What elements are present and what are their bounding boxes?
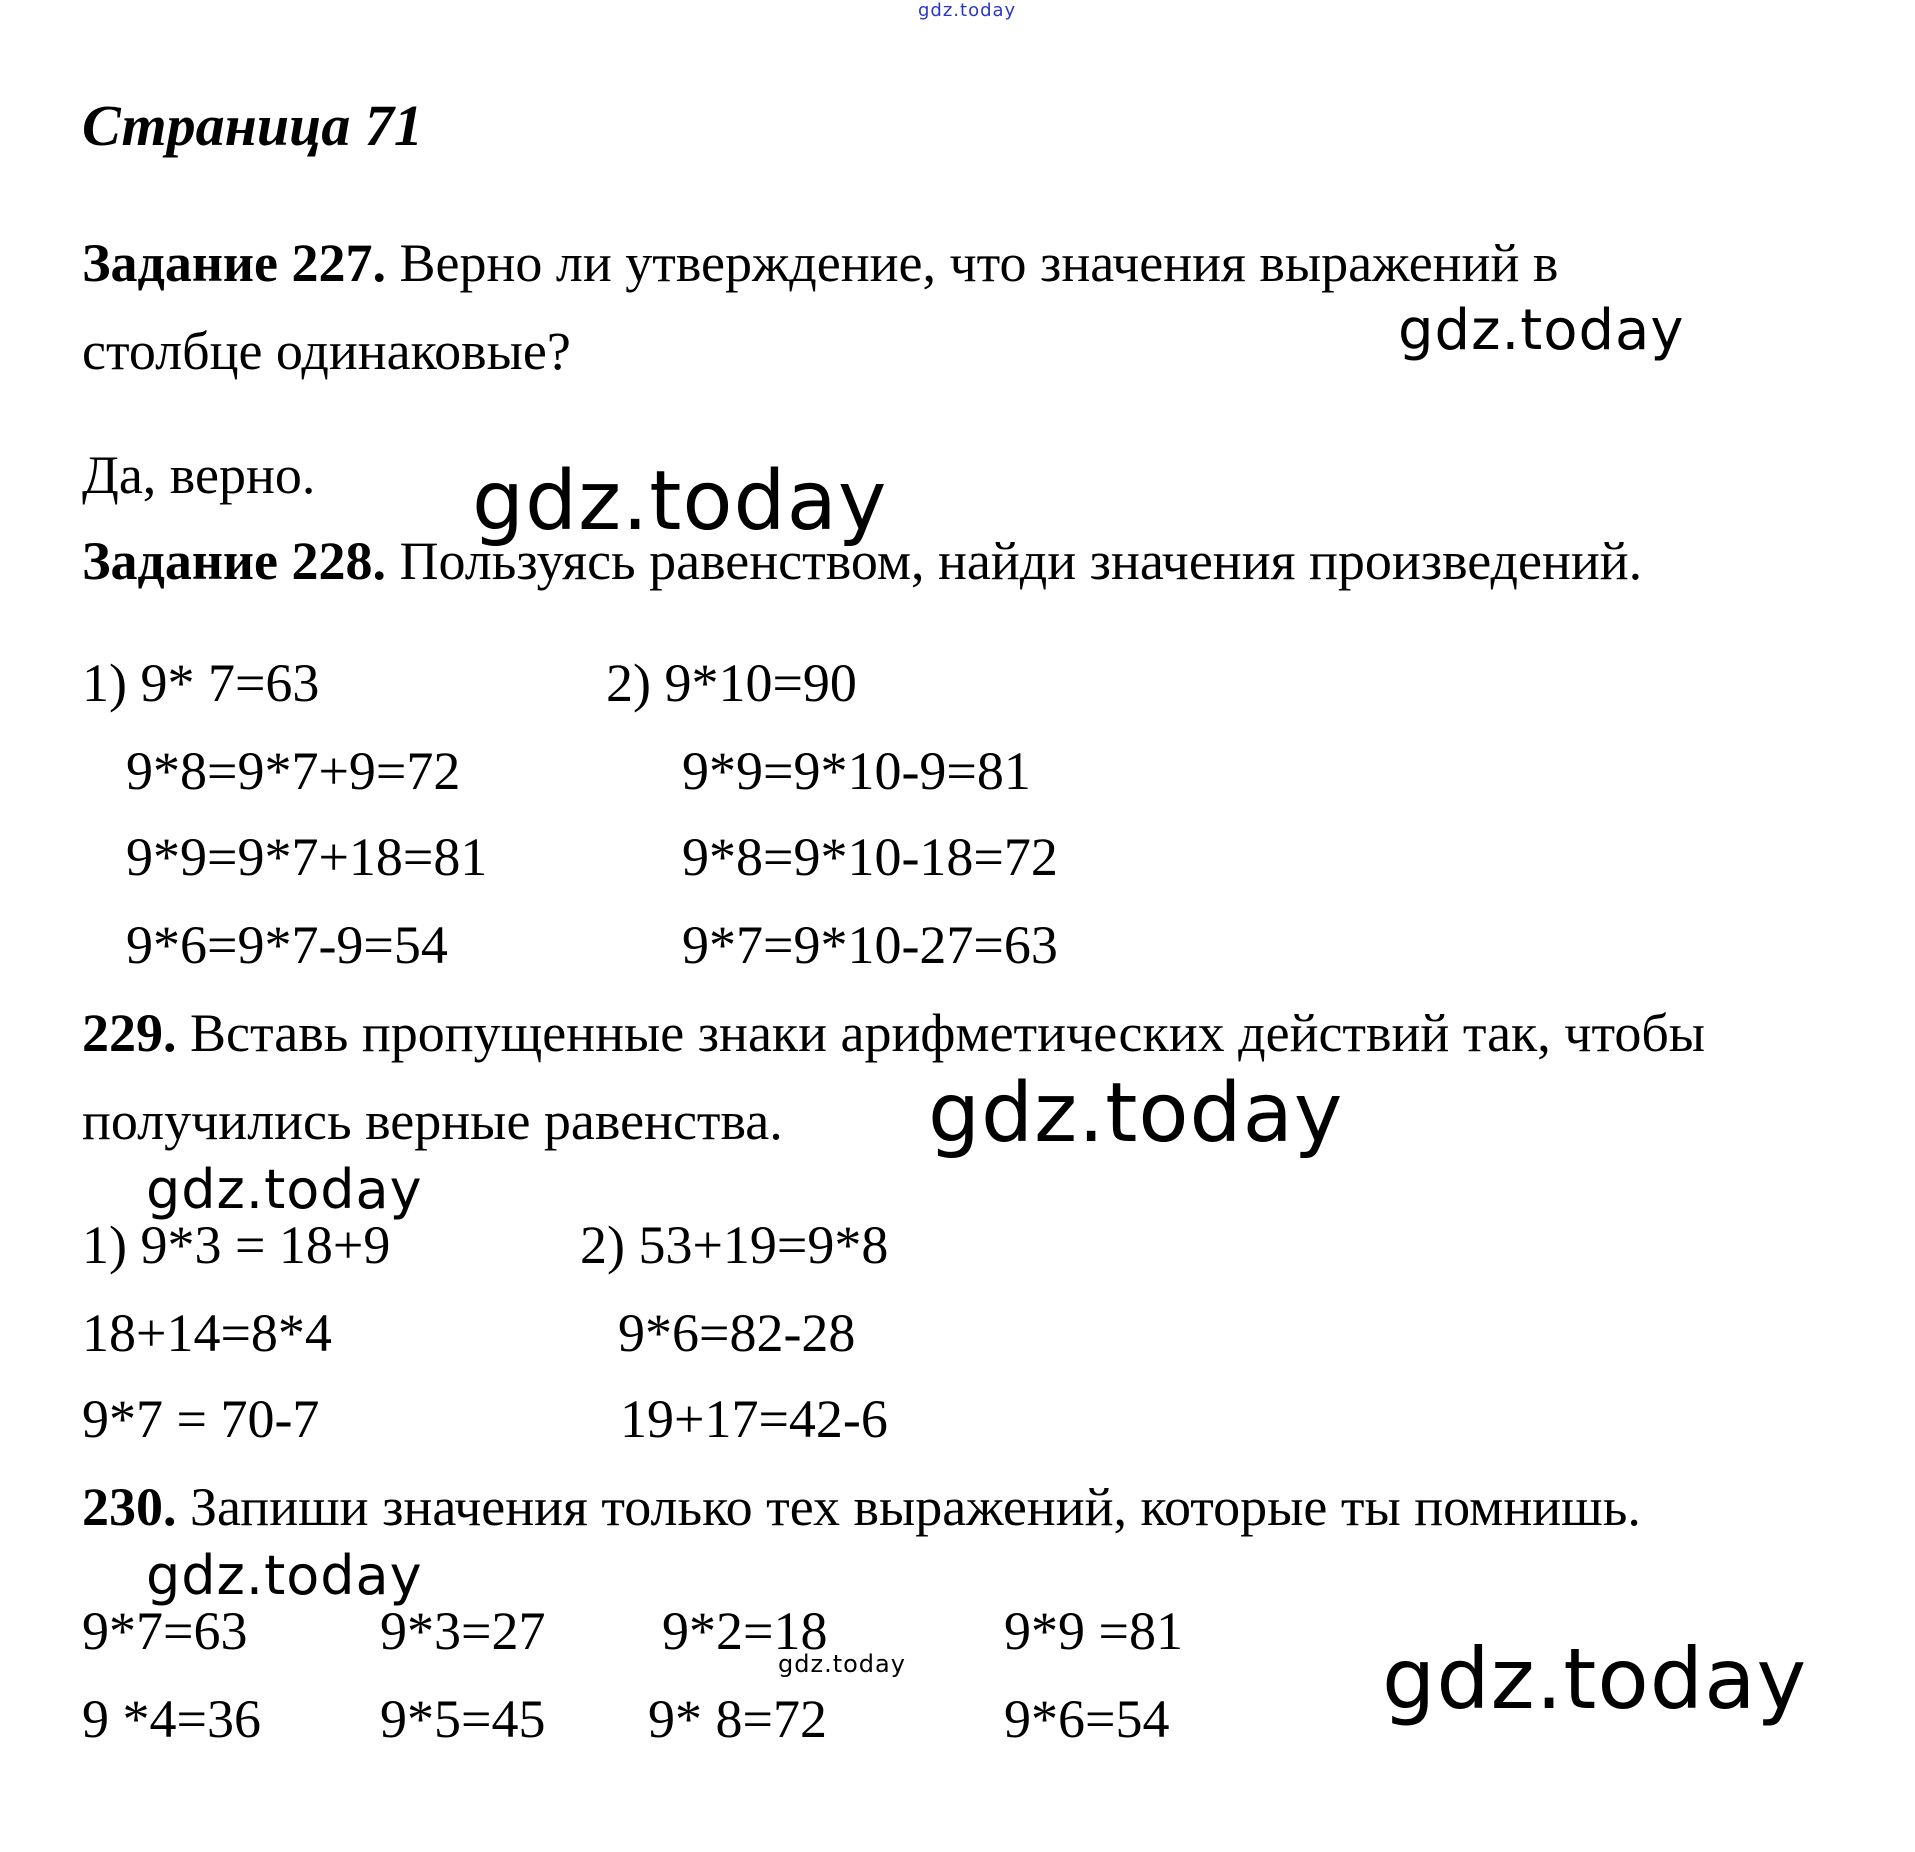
task-228-label: Задание 228.: [82, 531, 387, 591]
task-230-row1-cell: 9*9 =81: [1004, 1601, 1183, 1661]
task-228-col2-line: 2) 9*10=90: [606, 653, 857, 713]
task-228-col2-line: 9*7=9*10-27=63: [682, 915, 1058, 975]
task-229-line1: [82, 1003, 1706, 1063]
task-230-row2-cell: 9 *4=36: [82, 1689, 261, 1749]
watermark: gdz.today: [146, 1544, 423, 1607]
task-228-col1-line: 9*9=9*7+18=81: [126, 827, 488, 887]
task-230-row2-cell: 9*5=45: [380, 1689, 546, 1749]
task-228-col1-line: 9*6=9*7-9=54: [126, 915, 448, 975]
task-227-label: Задание 227.: [82, 233, 387, 293]
task-229-col2-line: 9*6=82-28: [618, 1303, 856, 1363]
task-228-col1-line: 1) 9* 7=63: [82, 653, 320, 713]
header-watermark: gdz.today: [918, 0, 1017, 21]
task-230-row1-cell: 9*7=63: [82, 1601, 248, 1661]
task-230-row1-cell: 9*3=27: [380, 1601, 546, 1661]
task-228-col2-line: 9*8=9*10-18=72: [682, 827, 1058, 887]
task-229-label: 229.: [82, 1003, 177, 1063]
task-229-col1-line: 9*7 = 70-7: [82, 1389, 320, 1449]
watermark: gdz.today: [146, 1158, 423, 1221]
task-229-line2: получились верные равенства.: [82, 1091, 783, 1151]
task-229-col1-line: 18+14=8*4: [82, 1303, 332, 1363]
task-230-row1-cell: 9*2=18: [662, 1601, 828, 1661]
task-229-col1-line: 1) 9*3 = 18+9: [82, 1215, 391, 1275]
task-229-col2-line: 2) 53+19=9*8: [580, 1215, 889, 1275]
task-230-row2-cell: 9*6=54: [1004, 1689, 1170, 1749]
watermark: gdz.today: [928, 1066, 1344, 1161]
task-228-col2-line: 9*9=9*10-9=81: [682, 741, 1031, 801]
task-230-row2-cell: 9* 8=72: [648, 1689, 827, 1749]
watermark: gdz.today: [1382, 1630, 1808, 1728]
task-227-line1: [82, 233, 1559, 293]
task-227-line2: столбце одинаковые?: [82, 321, 571, 381]
task-228-text: Пользуясь равенством, найди значения произведений.: [386, 531, 1643, 591]
task-227-answer: Да, верно.: [82, 445, 316, 505]
task-230-text: Запиши значения только тех выражений, которые ты помнишь.: [176, 1477, 1641, 1537]
task-229-text: Вставь пропущенные знаки арифметических действий так, чтобы: [176, 1003, 1706, 1063]
task-230-heading: [82, 1477, 1641, 1537]
watermark: gdz.today: [1398, 298, 1685, 363]
watermark: gdz.today: [472, 454, 888, 549]
task-229-col2-line: 19+17=42-6: [620, 1389, 888, 1449]
task-227-text: Верно ли утверждение, что значения выражений в: [386, 233, 1559, 293]
task-230-label: 230.: [82, 1477, 177, 1537]
page-title: Страница 71: [82, 93, 423, 158]
watermark: gdz.today: [778, 1650, 906, 1678]
task-228-col1-line: 9*8=9*7+9=72: [126, 741, 461, 801]
